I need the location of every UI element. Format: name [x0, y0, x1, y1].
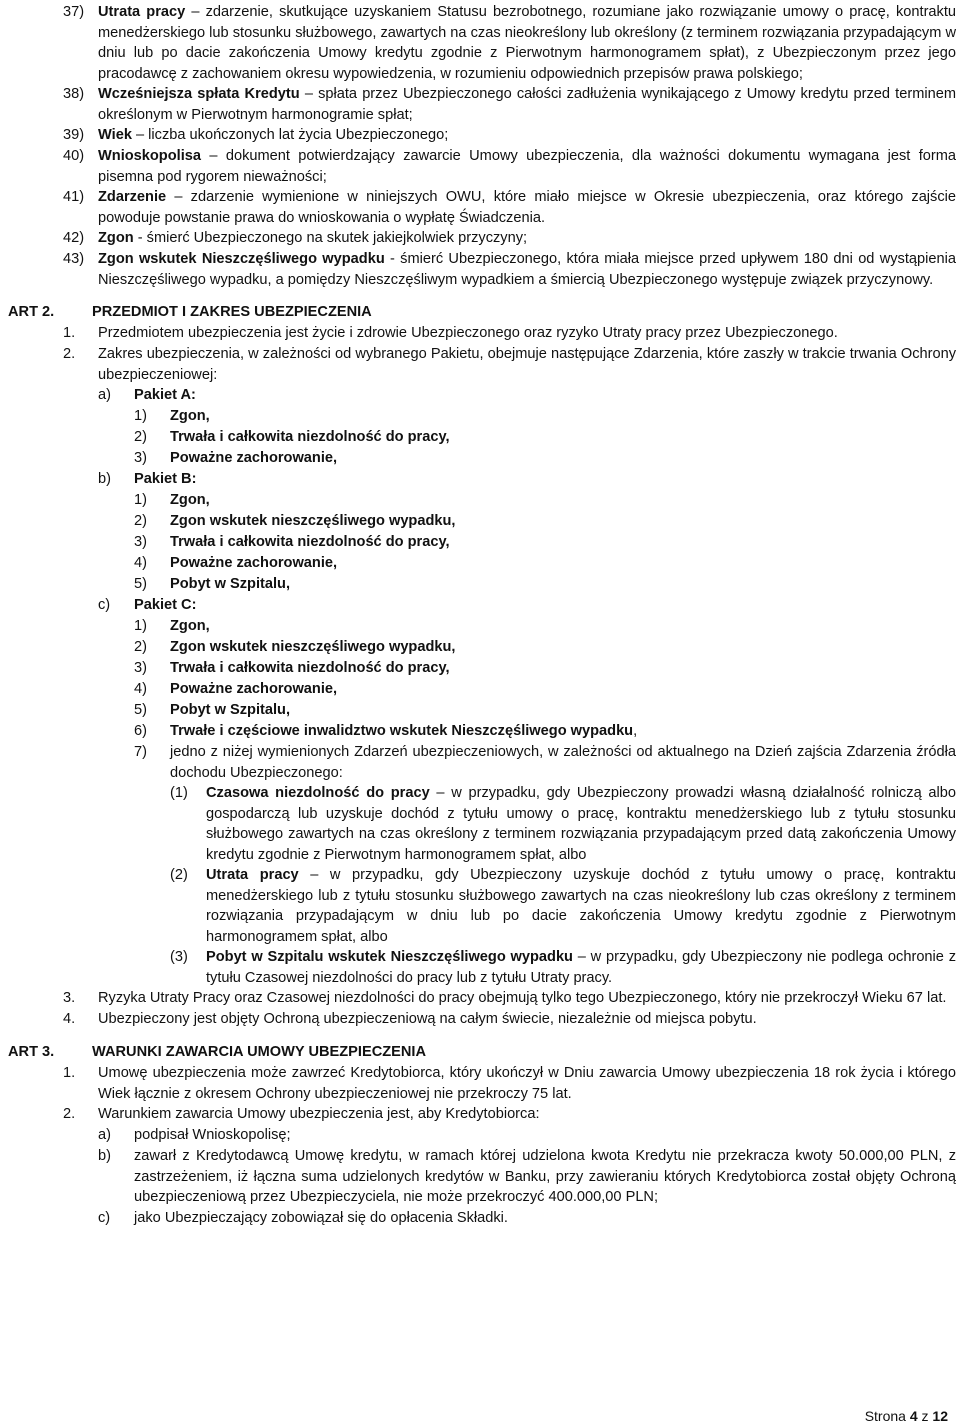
list-letter: b) — [98, 1148, 111, 1164]
list-number: 2) — [134, 513, 147, 529]
paragraph-number: 1. — [63, 1065, 76, 1081]
sub-item: Utrata pracy – w przypadku, gdy Ubezpieczony uzyskuje dochód z tytułu umowy o pracę, kontraktu menedżerskiego lub z tytułu stosunku służbowego zawartych na czas nieokreślony lub czas określony z terminem rozwiązania przypadającym w dniu lub po dacie zakończenia Umowy kredytu zgodnie z Pierwotnym harmonogramem spłat, albo — [206, 867, 957, 945]
paragraph: Umowę ubezpieczenia może zawrzeć Kredytobiorca, który ukończył w Dniu zawarcia Umowy ubezpieczenia 18 rok życia i którego Wiek łącznie z okresem Ochrony ubezpieczeniowej nie przekroczy 75 lat. — [98, 1065, 956, 1102]
definition-body: spłata przez Ubezpieczonego całości zadłużenia wynikającego z Umowy kredytu przed terminem określonym w Pierwotnym harmonogramie spłat; — [98, 86, 956, 123]
definition-term: Utrata pracy — [98, 4, 186, 20]
list-item: Poważne zachorowanie, — [170, 681, 338, 697]
list-number: 2) — [134, 429, 147, 445]
paragraph: Przedmiotem ubezpieczenia jest życie i zdrowie Ubezpieczonego oraz ryzyko Utraty pracy przez Ubezpieczonego. — [98, 325, 838, 341]
list-item: Zgon, — [170, 492, 210, 508]
package-name: Pakiet C: — [134, 597, 197, 613]
paragraph: Ryzyka Utraty Pracy oraz Czasowej niezdolności do pracy obejmują tylko tego Ubezpieczonego, który nie przekroczył Wieku 67 lat. — [98, 990, 947, 1006]
list-item: Pobyt w Szpitalu, — [170, 702, 290, 718]
package-letter: b) — [98, 471, 111, 487]
list-item: jedno z niżej wymienionych Zdarzeń ubezpieczeniowych, w zależności od aktualnego na Dzień zajścia Zdarzenia źródła dochodu Ubezpieczonego: — [170, 744, 956, 781]
list-item: Zgon, — [170, 408, 210, 424]
list-number: 1) — [134, 492, 147, 508]
list-number: 2) — [134, 639, 147, 655]
list-item: Zgon wskutek nieszczęśliwego wypadku, — [170, 639, 456, 655]
list-item: Trwała i całkowita niezdolność do pracy, — [170, 660, 450, 676]
definition-item: Wiek – liczba ukończonych lat życia Ubezpieczonego; — [98, 127, 449, 143]
list-number: 1) — [134, 408, 147, 424]
list-number: 6) — [134, 723, 147, 739]
definition-item: Zgon wskutek Nieszczęśliwego wypadku - śmierć Ubezpieczonego, która miała miejsce przed upływem 180 dni od wystąpienia Nieszczęśliwego wypadku, a pomiędzy Nieszczęśliwym wypadkiem a śmiercią Ubezpieczonego występuje związek przyczynowy. — [98, 251, 956, 288]
paragraph-number: 2. — [63, 346, 76, 362]
list-letter: a) — [98, 1127, 111, 1143]
article-title: WARUNKI ZAWARCIA UMOWY UBEZPIECZENIA — [92, 1044, 427, 1060]
paragraph: Warunkiem zawarcia Umowy ubezpieczenia jest, aby Kredytobiorca: — [98, 1106, 540, 1122]
list-letter: c) — [98, 1210, 111, 1226]
paragraph: Zakres ubezpieczenia, w zależności od wybranego Pakietu, obejmuje następujące Zdarzenia, które zaszły w trakcie trwania Ochrony ubezpieczeniowej: — [98, 346, 956, 383]
definition-body: zdarzenie wymienione w niniejszych OWU, które miało miejsce w Okresie ubezpieczenia, oraz którego zajście powoduje powstanie prawa do wnioskowania o wypłatę Świadczenia. — [98, 189, 957, 226]
list-item: Zgon wskutek nieszczęśliwego wypadku, — [170, 513, 456, 529]
list-number: 4) — [134, 555, 147, 571]
package-name: Pakiet B: — [134, 471, 197, 487]
article-title: PRZEDMIOT I ZAKRES UBEZPIECZENIA — [92, 304, 372, 320]
definition-number: 43) — [63, 251, 85, 267]
list-number: 3) — [134, 534, 147, 550]
sub-number: (1) — [170, 785, 188, 801]
article-label: ART 2. — [8, 304, 55, 320]
definition-term: Wiek — [98, 127, 132, 143]
list-number: 7) — [134, 744, 147, 760]
page-footer: Strona 4 z 12 — [864, 1408, 948, 1424]
paragraph-number: 2. — [63, 1106, 76, 1122]
definition-item: Wnioskopolisa – dokument potwierdzający zawarcie Umowy ubezpieczenia, dla ważności dokumentu wymagana jest forma pisemna pod rygorem nieważności; — [98, 148, 957, 185]
definition-term: Zgon wskutek Nieszczęśliwego wypadku — [98, 251, 385, 267]
list-item: Poważne zachorowanie, — [170, 555, 338, 571]
paragraph-number: 4. — [63, 1011, 76, 1027]
definition-item: Utrata pracy – zdarzenie, skutkujące uzyskaniem Statusu bezrobotnego, rozumiane jako rozwiązanie umowy o pracę, kontraktu menedżerskiego lub stosunku służbowego, zawartych na czas nieokreślony lub określony (z terminem rozwiązania przypadającym w dniu lub po dacie zakończenia Umowy kredytu zgodnie z Pierwotnym harmonogramem spłat), z Ubezpieczonym przez jego pracodawcę z zachowaniem okresu wypowiedzenia, w rozumieniu odpowiednich przepisów prawa polskiego; — [98, 4, 957, 82]
list-item: Trwała i całkowita niezdolność do pracy, — [170, 534, 450, 550]
definition-number: 39) — [63, 127, 85, 143]
list-number: 3) — [134, 660, 147, 676]
list-item: Poważne zachorowanie, — [170, 450, 338, 466]
list-number: 4) — [134, 681, 147, 697]
list-number: 5) — [134, 576, 147, 592]
definition-item: Wcześniejsza spłata Kredytu – spłata przez Ubezpieczonego całości zadłużenia wynikającego z Umowy kredytu przed terminem określonym w Pierwotnym harmonogramie spłat; — [98, 86, 956, 123]
definition-body: liczba ukończonych lat życia Ubezpieczonego; — [148, 127, 449, 143]
package-letter: a) — [98, 387, 111, 403]
definition-number: 37) — [63, 4, 85, 20]
list-item: Trwałe i częściowe inwalidztwo wskutek Nieszczęśliwego wypadku, — [170, 723, 638, 739]
list-item: Pobyt w Szpitalu, — [170, 576, 290, 592]
article-label: ART 3. — [8, 1044, 55, 1060]
sub-number: (2) — [170, 867, 188, 883]
definition-item: Zdarzenie – zdarzenie wymienione w niniejszych OWU, które miało miejsce w Okresie ubezpieczenia, oraz którego zajście powoduje powstanie prawa do wnioskowania o wypłatę Świadczenia. — [98, 189, 957, 226]
definition-number: 41) — [63, 189, 85, 205]
list-number: 3) — [134, 450, 147, 466]
list-number: 5) — [134, 702, 147, 718]
definition-number: 42) — [63, 230, 85, 246]
definition-term: Zdarzenie — [98, 189, 167, 205]
package-name: Pakiet A: — [134, 387, 196, 403]
definition-term: Wnioskopolisa — [98, 148, 201, 164]
list-item: podpisał Wnioskopolisę; — [134, 1127, 291, 1143]
definition-body: śmierć Ubezpieczonego, która miała miejsce przed upływem 180 dni od wystąpienia Nieszczęśliwego wypadku, a pomiędzy Nieszczęśliwym wypadkiem a śmiercią Ubezpieczonego występuje związek przyczynowy. — [98, 251, 956, 288]
paragraph-number: 1. — [63, 325, 76, 341]
definition-term: Wcześniejsza spłata Kredytu — [98, 86, 300, 102]
list-item: Zgon, — [170, 618, 210, 634]
definition-term: Zgon — [98, 230, 134, 246]
package-letter: c) — [98, 597, 111, 613]
paragraph: Ubezpieczony jest objęty Ochroną ubezpieczeniową na całym świecie, niezależnie od miejsca pobytu. — [98, 1011, 757, 1027]
paragraph-number: 3. — [63, 990, 76, 1006]
sub-number: (3) — [170, 949, 188, 965]
definition-number: 40) — [63, 148, 85, 164]
list-item: jako Ubezpieczający zobowiązał się do opłacenia Składki. — [134, 1210, 508, 1226]
definition-body: dokument potwierdzający zawarcie Umowy ubezpieczenia, dla ważności dokumentu wymagana jest forma pisemna pod rygorem nieważności; — [98, 148, 957, 185]
list-number: 1) — [134, 618, 147, 634]
list-item: Trwała i całkowita niezdolność do pracy, — [170, 429, 450, 445]
sub-item: Pobyt w Szpitalu wskutek Nieszczęśliwego wypadku – w przypadku, gdy Ubezpieczony nie podlega ochronie z tytułu Czasowej niezdolności do pracy lub z tytułu Utraty pracy. — [206, 949, 956, 986]
definition-body: śmierć Ubezpieczonego na skutek jakiejkolwiek przyczyny; — [146, 230, 528, 246]
list-item: zawarł z Kredytodawcą Umowę kredytu, w ramach której udzielona kwota Kredytu nie przekracza kwoty 50.000,00 PLN, z zastrzeżeniem, iż łączna suma udzielonych kredytów w Banku, przy zawieraniu których Kredytobiorca został objęty Ochroną ubezpieczeniową przez Ubezpieczyciela, nie może przekroczyć 400.000,00 PLN; — [134, 1148, 956, 1206]
definition-number: 38) — [63, 86, 85, 102]
sub-item: Czasowa niezdolność do pracy – w przypadku, gdy Ubezpieczony prowadzi własną działalność rolniczą albo gospodarczą lub uzyskuje dochód z tytułu umowy o pracę, kontraktu menedżerskiego lub z tytułu stosunku służbowego zawartych na czas określony z terminem rozwiązania przypadającym przed datą zakończenia Umowy kredytu zgodnie z Pierwotnym harmonogramem spłat, albo — [206, 785, 956, 863]
definition-item: Zgon - śmierć Ubezpieczonego na skutek jakiejkolwiek przyczyny; — [98, 230, 528, 246]
definition-body: zdarzenie, skutkujące uzyskaniem Statusu bezrobotnego, rozumiane jako rozwiązanie umowy o pracę, kontraktu menedżerskiego lub stosunku służbowego, zawartych na czas nieokreślony lub określony (z terminem rozwiązania przypadającym w dniu lub po dacie zakończenia Umowy kredytu zgodnie z Pierwotnym harmonogramem spłat), z Ubezpieczonym przez jego pracodawcę z zachowaniem okresu wypowiedzenia, w rozumieniu odpowiednich przepisów prawa polskiego; — [98, 4, 957, 82]
